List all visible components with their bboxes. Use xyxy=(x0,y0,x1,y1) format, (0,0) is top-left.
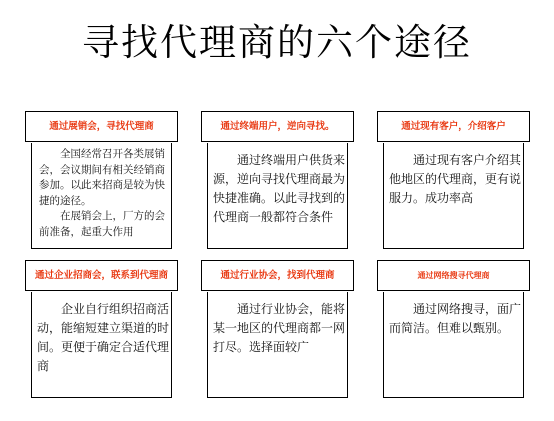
card-exhibition xyxy=(25,111,178,249)
card-header: 通过展销会，寻找代理商 xyxy=(25,111,178,142)
card-investment-fair xyxy=(25,260,178,398)
card-body-divider xyxy=(207,397,348,398)
card-paragraph: 全国经常召开各类展销会，会议期间有相关经销商参加。以此来招商是较为快捷的途径。 xyxy=(39,148,165,207)
card-body-text xyxy=(389,151,521,208)
card-body-divider xyxy=(383,248,524,249)
card-end-user xyxy=(201,111,354,249)
card-paragraph: 通过终端用户供货来源，逆向寻找代理商最为快捷准确。以此寻找到的代理商一般都符合条件 xyxy=(213,153,346,224)
card-body-text xyxy=(213,300,345,357)
card-body-divider xyxy=(31,248,172,249)
card-header: 通过终端用户，逆向寻找。 xyxy=(201,111,354,142)
card-header: 通过企业招商会，联系到代理商 xyxy=(25,260,178,291)
card-paragraph: 通过现有客户介绍其他地区的代理商，更有说服力。成功率高 xyxy=(389,153,522,205)
card-header: 通过行业协会，找到代理商 xyxy=(201,260,354,291)
card-body-text xyxy=(213,151,345,227)
card-body-divider xyxy=(383,397,524,398)
page-title: 寻找代理商的六个途径 xyxy=(82,21,472,64)
card-body-divider xyxy=(31,397,172,398)
card-industry-association xyxy=(201,260,354,398)
card-paragraph: 企业自行组织招商活动，能缩短建立渠道的时间。更便于确定合适代理商 xyxy=(37,302,170,373)
card-paragraph: 通过行业协会，能将某一地区的代理商都一网打尽。选择面较广 xyxy=(213,302,346,354)
card-online-search xyxy=(377,260,530,398)
card-paragraph: 在展销会上，厂方的会前准备，起重大作用 xyxy=(39,210,165,238)
card-body-text xyxy=(39,147,171,240)
card-referral xyxy=(377,111,530,249)
card-body-text xyxy=(389,300,521,338)
card-paragraph: 通过网络搜寻，面广而简洁。但难以甄别。 xyxy=(389,302,522,335)
card-header: 通过现有客户，介绍客户 xyxy=(377,111,530,142)
card-header: 通过网络搜寻代理商 xyxy=(377,260,530,291)
card-body-divider xyxy=(207,248,348,249)
card-body-text xyxy=(37,300,169,376)
